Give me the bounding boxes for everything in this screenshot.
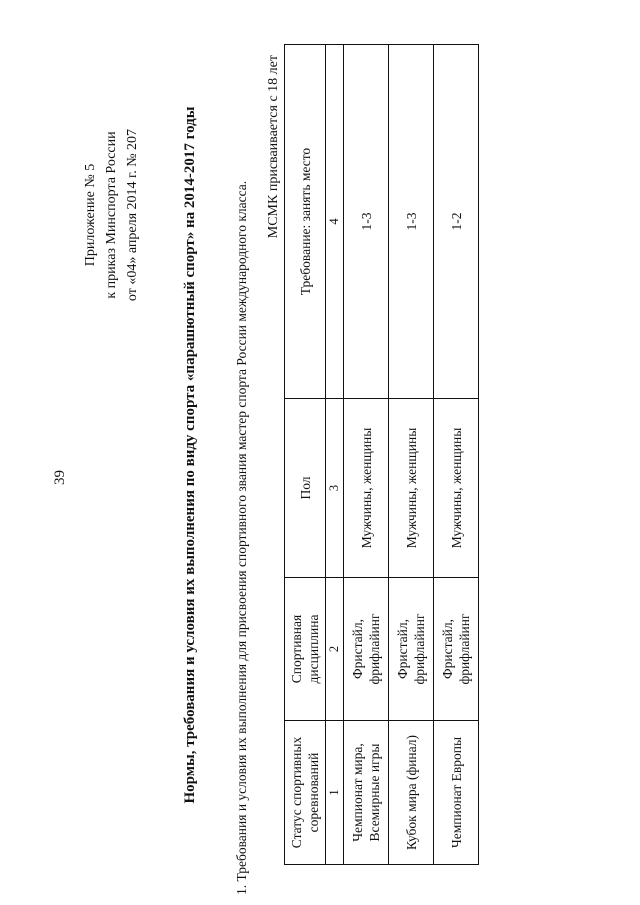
row-status: Чемпионат мира, Всемирные игры [344,721,389,865]
row-sex: Мужчины, женщины [389,399,434,578]
row-status: Кубок мира (финал) [389,721,434,865]
column-number-row [326,45,344,865]
table-row [389,45,434,865]
row-discipline: Фристайл, фрифлайинг [344,578,389,721]
row-status: Чемпионат Европы [434,721,479,865]
row-sex: Мужчины, женщины [344,399,389,578]
header-requirement: Требование: занять место [285,45,326,399]
appendix-line-1: Приложение № 5 [83,163,98,267]
header-discipline: Спортивная дисциплина [285,578,326,721]
table-row [344,45,389,865]
column-number: 4 [326,45,344,399]
table-header-row [285,45,326,865]
row-discipline: Фристайл, фрифлайинг [434,578,479,721]
row-discipline: Фристайл, фрифлайинг [389,578,434,721]
table-row [434,45,479,865]
row-place: 1-3 [344,45,389,399]
header-sex: Пол [285,399,326,578]
column-number: 1 [326,721,344,865]
row-place: 1-3 [389,45,434,399]
column-number: 2 [326,578,344,721]
header-status: Статус спортивных соревнований [285,721,326,865]
column-number: 3 [326,399,344,578]
page-number: 39 [52,470,68,485]
intro-paragraph: 1. Требования и условия их выполнения для присвоения спортивного звания мастер спорта России международного класса. [234,180,249,895]
appendix-line-2: к приказ Минспорта России [104,131,119,299]
msmk-age-note: МСМК присваивается с 18 лет [266,55,281,239]
appendix-line-3: от «04» апреля 2014 г. № 207 [125,128,140,302]
row-place: 1-2 [434,45,479,399]
document-title: Нормы, требования и условия их выполнения по виду спорта «парашютный спорт» на 2014-2017 годы [182,106,198,804]
requirements-table [284,44,479,865]
appendix-header [80,95,143,335]
row-sex: Мужчины, женщины [434,399,479,578]
